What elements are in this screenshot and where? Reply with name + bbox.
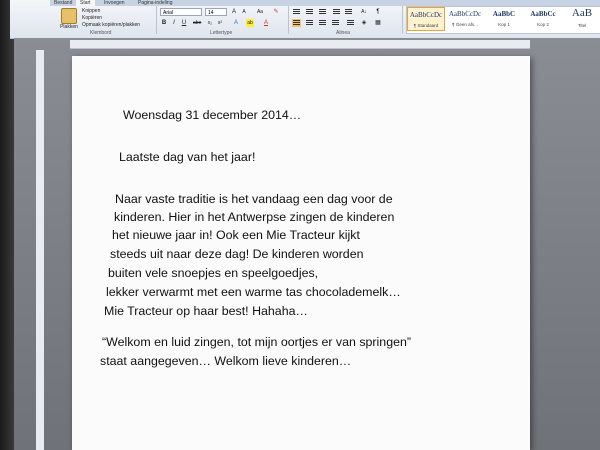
- group-divider: [156, 6, 157, 34]
- multilevel-list-icon[interactable]: [318, 8, 327, 16]
- change-case-icon[interactable]: Aa: [256, 9, 264, 15]
- vertical-ruler[interactable]: [36, 50, 44, 450]
- grow-font-icon[interactable]: A: [231, 9, 236, 15]
- font-size-select[interactable]: 14: [205, 8, 227, 16]
- style-name: Titel: [577, 23, 587, 28]
- justify-icon[interactable]: [331, 19, 340, 27]
- body-line: Naar vaste traditie is het vandaag een dag voor de: [115, 192, 393, 206]
- tab-page-layout[interactable]: Pagina-indeling: [138, 0, 173, 6]
- strikethrough-icon[interactable]: abe: [193, 20, 202, 26]
- horizontal-ruler[interactable]: [70, 40, 530, 49]
- style-heading-2[interactable]: [524, 7, 562, 31]
- body-line: kinderen. Hier in het Antwerpse zingen de kinderen: [114, 210, 395, 224]
- body-line: buiten vele snoepjes en speelgoedjes,: [108, 266, 319, 280]
- format-painter-button[interactable]: Opmaak kopiëren/plakken: [82, 22, 141, 28]
- underline-icon[interactable]: U: [181, 20, 187, 26]
- italic-icon[interactable]: I: [173, 20, 175, 26]
- subscript-icon[interactable]: x₂: [207, 20, 213, 26]
- align-right-icon[interactable]: [318, 19, 327, 27]
- paragraph-group-label: Alinea: [336, 30, 350, 36]
- body-line: het nieuwe jaar in! Ook een Mie Tracteur kijkt: [112, 228, 360, 242]
- decrease-indent-icon[interactable]: [332, 8, 341, 16]
- increase-indent-icon[interactable]: [344, 8, 353, 16]
- style-name: ¶ Geen afs...: [452, 22, 478, 27]
- styles-gallery: [406, 6, 600, 34]
- clear-format-icon[interactable]: ✎: [273, 9, 279, 15]
- clipboard-icon: [61, 8, 77, 24]
- text-effects-icon[interactable]: A: [233, 20, 238, 26]
- numbering-icon[interactable]: [305, 8, 314, 16]
- font-color-icon[interactable]: A: [263, 20, 268, 26]
- style-sample: AaBbCcDc: [409, 11, 443, 19]
- align-left-icon[interactable]: [292, 19, 301, 27]
- body-line: lekker verwarmt met een warme tas chocolademelk…: [106, 285, 401, 299]
- style-heading-1[interactable]: [485, 7, 523, 31]
- style-sample: AaBbCc: [530, 10, 556, 18]
- align-center-icon[interactable]: [305, 19, 314, 27]
- date-line: Woensdag 31 december 2014…: [123, 108, 302, 122]
- tab-insert[interactable]: Invoegen: [104, 0, 125, 6]
- clipboard-group-label: Klembord: [90, 30, 112, 36]
- group-divider: [402, 6, 403, 34]
- tab-home[interactable]: Start: [76, 0, 95, 6]
- style-sample: AaBbCcDc: [448, 10, 482, 18]
- borders-icon[interactable]: ▦: [375, 20, 381, 26]
- font-name-select[interactable]: Arial: [160, 8, 202, 16]
- clipboard-commands: [82, 8, 140, 29]
- style-name: Kop 1: [498, 22, 510, 27]
- superscript-icon[interactable]: x²: [217, 20, 223, 26]
- shrink-font-icon[interactable]: A: [242, 9, 246, 15]
- style-title[interactable]: [563, 7, 600, 31]
- document-page[interactable]: [72, 56, 530, 450]
- highlight-icon[interactable]: ab: [247, 20, 253, 26]
- quote-line: “Welkom en luid zingen, tot mijn oortjes er van springen”: [102, 335, 411, 349]
- group-divider: [288, 6, 289, 34]
- ribbon: [10, 0, 600, 39]
- style-sample: AaB: [571, 7, 593, 19]
- sort-icon[interactable]: A↓: [361, 9, 367, 15]
- monitor-bezel: [0, 0, 14, 450]
- style-name: ¶ Standaard: [413, 23, 439, 28]
- paste-label: Plakken: [60, 24, 78, 30]
- shading-icon[interactable]: ◈: [361, 20, 367, 26]
- line-spacing-icon[interactable]: [346, 19, 355, 27]
- body-line: steeds uit naar deze dag! De kinderen worden: [110, 247, 364, 261]
- bold-icon[interactable]: B: [161, 20, 167, 26]
- tab-file[interactable]: Bestand: [54, 0, 73, 6]
- body-line: Mie Tracteur op haar best! Hahaha…: [104, 304, 308, 318]
- cut-button[interactable]: Knippen: [82, 8, 101, 14]
- paste-button[interactable]: [60, 8, 78, 34]
- font-group-label: Lettertype: [210, 30, 233, 36]
- quote-line: staat aangegeven… Welkom lieve kinderen…: [100, 354, 352, 368]
- style-sample: AaBbC: [492, 10, 516, 18]
- style-no-spacing[interactable]: [446, 7, 484, 31]
- bullets-icon[interactable]: [292, 8, 301, 16]
- show-marks-icon[interactable]: ¶: [376, 9, 380, 15]
- style-normal[interactable]: [407, 7, 445, 31]
- style-name: Kop 2: [537, 22, 549, 27]
- copy-button[interactable]: Kopiëren: [82, 15, 103, 21]
- subtitle-line: Laatste dag van het jaar!: [119, 150, 256, 164]
